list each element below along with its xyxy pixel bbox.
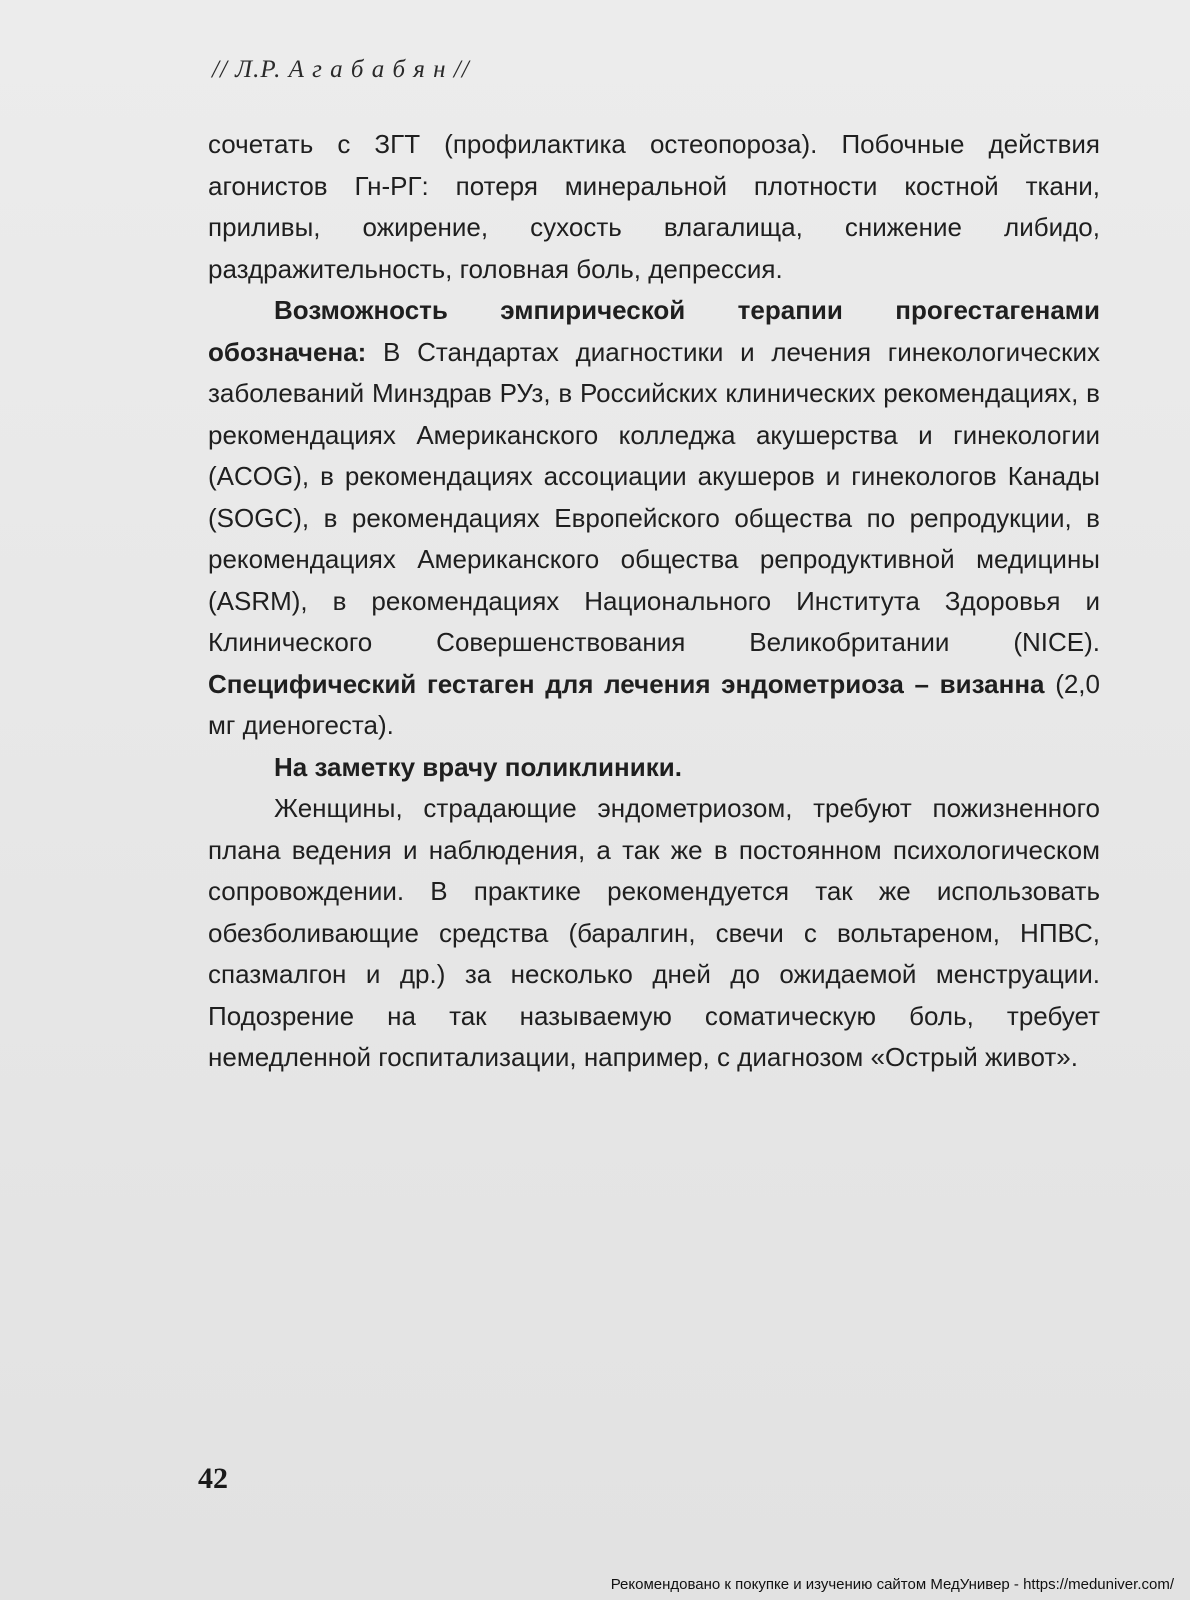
- paragraph-patient-management: Женщины, страдающие эндометриозом, требуют пожизненного плана ведения и наблюдения, а так же в постоянном психологическом сопровождении. В практике рекомендуется так же использовать обезболивающие средства (баралгин, свечи с вольтареном, НПВС, спазмалгон и др.) за несколько дней до ожидаемой менструации. Подозрение на так называемую соматическую боль, требует немедленной госпитализации, например, с диагнозом «Острый живот».: [208, 793, 1100, 1072]
- section-heading: [208, 747, 1100, 789]
- footer-watermark-note: Рекомендовано к покупке и изучению сайтом МедУнивер - https://meduniver.com/: [610, 1576, 1174, 1593]
- page-right-margin: [1190, 0, 1202, 1600]
- running-header: // Л.Р. А г а б а б я н //: [212, 56, 470, 83]
- page-number: 42: [198, 1462, 228, 1495]
- page-body: [208, 124, 1100, 1079]
- paragraph-empirical-therapy: [208, 290, 1100, 747]
- bold-specific-gestagen: Специфический гестаген для лечения эндометриоза – визанна: [208, 668, 1045, 699]
- paragraph-dosage-text: (2,0 мг диеногеста).: [208, 668, 1100, 740]
- paragraph-guidelines-text: В Стандартах диагностики и лечения гинекологических заболеваний Минздрав РУз, в Российских клинических рекомендациях, в рекомендациях Американского колледжа акушерства и гинекологии (ACOG), в рекомендациях ассоциации акушеров и гинекологов Канады (SOGC), в рекомендациях Европейского общества по репродукции, в рекомендациях Американского общества репродуктивной медицины (ASRM), в рекомендациях Национального Института Здоровья и Клинического Совершенствования Великобритании (NICE).: [208, 336, 1100, 657]
- paragraph-side-effects: сочетать с ЗГТ (профилактика остеопороза). Побочные действия агонистов Гн-РГ: потеря минеральной плотности костной ткани, приливы, ожирение, сухость влагалища, снижение либидо, раздражительность, головная боль, депрессия.: [208, 129, 1100, 284]
- heading-note-for-doctor: На заметку врачу поликлиники.: [274, 751, 682, 782]
- bold-lead-empirical-therapy: Возможность эмпирической терапии прогестагенами обозначена:: [208, 295, 1100, 367]
